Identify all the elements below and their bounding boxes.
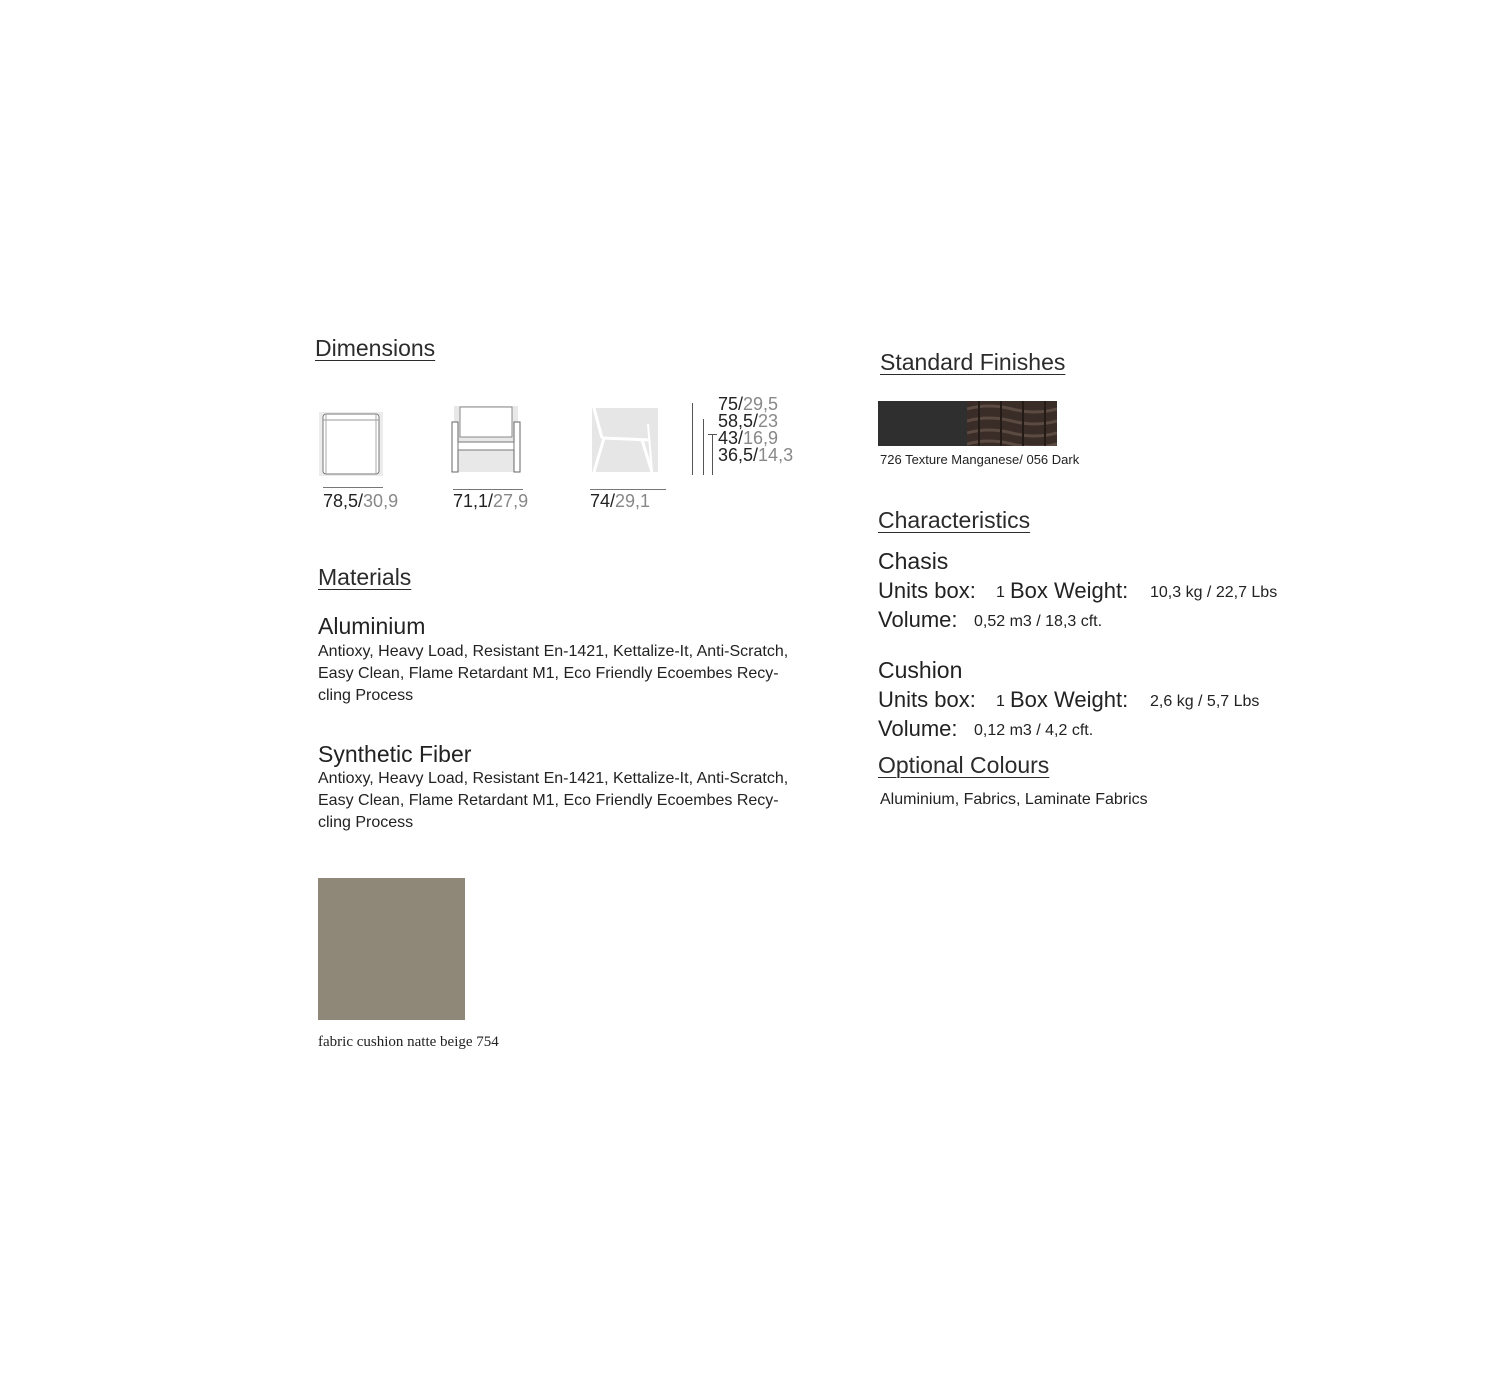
height-total: 75/29,5 xyxy=(718,394,779,414)
cushion-weight-value: 2,6 kg / 5,7 Lbs xyxy=(1150,693,1260,710)
chair-top-view-drawing xyxy=(318,408,388,480)
height-line xyxy=(712,434,713,475)
height-line xyxy=(692,403,693,475)
optional-colours-text: Aluminium, Fabrics, Laminate Fabrics xyxy=(880,791,1148,808)
chasis-volume-label: Volume: xyxy=(878,607,958,632)
characteristics-heading: Characteristics xyxy=(878,507,1031,533)
dimension-depth: 71,1/27,9 xyxy=(453,491,529,511)
dimension-side: 74/29,1 xyxy=(590,491,651,511)
finish-swatch-manganese xyxy=(878,401,968,446)
height-arm: 58,5/23 xyxy=(718,411,779,431)
standard-finishes-heading: Standard Finishes xyxy=(880,349,1066,375)
chasis-title: Chasis xyxy=(878,548,949,574)
dimension-line xyxy=(323,487,383,488)
height-line xyxy=(703,419,704,475)
dimension-line xyxy=(590,489,666,490)
dimension-width: 78,5/30,9 xyxy=(323,491,399,511)
cushion-volume-label: Volume: xyxy=(878,716,958,741)
material-title-synthetic-fiber: Synthetic Fiber xyxy=(318,741,472,767)
chair-front-view-drawing xyxy=(448,406,524,474)
cushion-units-label: Units box: xyxy=(878,687,976,712)
height-tick xyxy=(708,434,717,435)
dimension-line xyxy=(453,489,523,490)
cushion-units-value: 1 xyxy=(996,693,1005,710)
chasis-weight-value: 10,3 kg / 22,7 Lbs xyxy=(1150,584,1278,601)
cushion-volume-value: 0,12 m3 / 4,2 cft. xyxy=(974,722,1094,739)
optional-colours-heading: Optional Colours xyxy=(878,752,1050,778)
height-seat-low: 36,5/14,3 xyxy=(718,445,794,465)
dimensions-heading: Dimensions xyxy=(315,335,436,361)
material-description-aluminium: Antioxy, Heavy Load, Resistant En-1421, Kettalize-It, Anti-Scratch, Easy Clean, Flame Retardant M1, Eco Friendly Ecoembes Recy-cling Process xyxy=(318,643,789,704)
cushion-title: Cushion xyxy=(878,657,963,683)
height-values xyxy=(718,396,793,464)
finish-swatch-dark-wicker xyxy=(967,401,1057,446)
material-title-aluminium: Aluminium xyxy=(318,613,426,639)
chair-side-view-drawing xyxy=(588,406,662,476)
chasis-volume-value: 0,52 m3 / 18,3 cft. xyxy=(974,613,1103,630)
cushion-weight-label: Box Weight: xyxy=(1010,687,1129,712)
finish-caption: 726 Texture Manganese/ 056 Dark xyxy=(880,452,1080,467)
fabric-swatch xyxy=(318,878,465,1020)
chasis-units-value: 1 xyxy=(996,584,1005,601)
height-seat: 43/16,9 xyxy=(718,428,779,448)
fabric-caption: fabric cushion natte beige 754 xyxy=(318,1034,499,1050)
chasis-units-label: Units box: xyxy=(878,578,976,603)
chasis-weight-label: Box Weight: xyxy=(1010,578,1129,603)
materials-heading: Materials xyxy=(318,564,412,590)
material-description-synthetic-fiber: Antioxy, Heavy Load, Resistant En-1421, Kettalize-It, Anti-Scratch, Easy Clean, Flame Retardant M1, Eco Friendly Ecoembes Recy-cling Process xyxy=(318,770,789,831)
